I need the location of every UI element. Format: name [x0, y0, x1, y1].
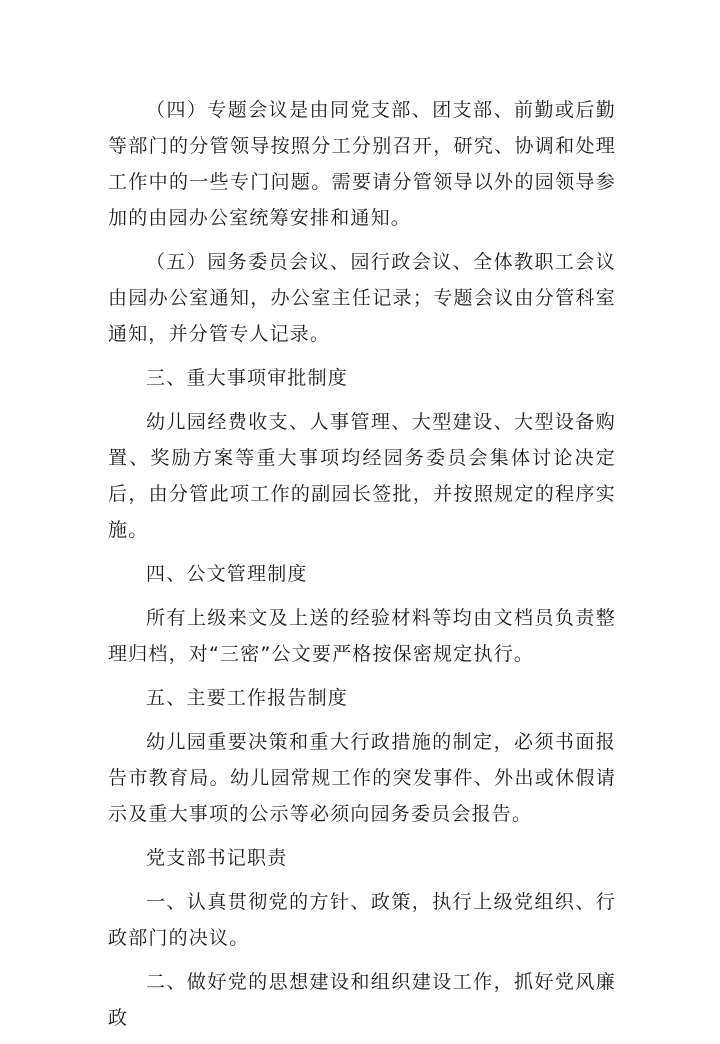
paragraph-meeting-notices: （五）园务委员会议、园行政会议、全体教职工会议由园办公室通知，办公室主任记录；专题会议由分管科室通知，并分管专人记录。 — [108, 251, 616, 345]
heading-document-management: 四、公文管理制度 — [146, 563, 308, 585]
document-body — [108, 92, 616, 1044]
paragraph-document-management: 所有上级来文及上送的经验材料等均由文档员负责整理归档，对“三密”公文要严格按保密规定执行。 — [108, 607, 616, 665]
heading-work-reporting: 五、主要工作报告制度 — [146, 687, 349, 709]
paragraph-major-approval: 幼儿园经费收支、人事管理、大型建设、大型设备购置、奖励方案等重大事项均经园务委员会集体讨论决定后，由分管此项工作的副园长签批，并按照规定的程序实施。 — [108, 411, 616, 541]
paragraph-special-meetings: （四）专题会议是由同党支部、团支部、前勤或后勤等部门的分管领导按照分工分别召开，研究、协调和处理工作中的一些专门问题。需要请分管领导以外的园领导参加的由园办公室统筹安排和通知。 — [108, 99, 616, 229]
paragraph-duty-one: 一、认真贯彻党的方针、政策，执行上级党组织、行政部门的决议。 — [108, 891, 616, 949]
paragraph-duty-two: 二、做好党的思想建设和组织建设工作，抓好党风廉政 — [108, 971, 616, 1029]
heading-party-secretary-duties: 党支部书记职责 — [146, 847, 288, 869]
paragraph-work-reporting: 幼儿园重要决策和重大行政措施的制定，必须书面报告市教育局。幼儿园常规工作的突发事件、外出或休假请示及重大事项的公示等必须向园务委员会报告。 — [108, 731, 616, 825]
heading-major-approval: 三、重大事项审批制度 — [146, 367, 349, 389]
